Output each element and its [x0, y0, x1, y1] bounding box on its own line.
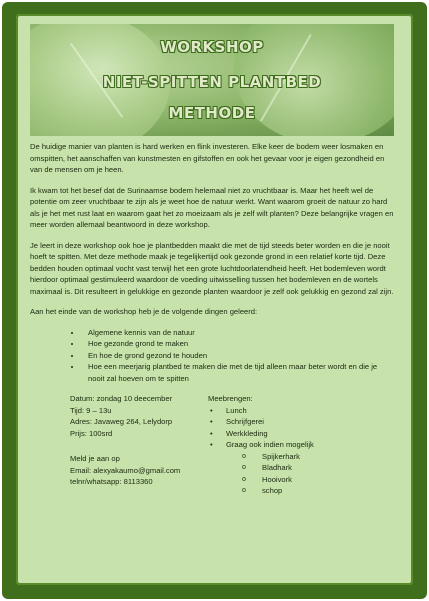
list-item: • Hoe gezonde grond te maken [82, 338, 395, 350]
list-item: • Schrijfgerei [208, 416, 388, 428]
signup-text: Meld je aan op [70, 454, 120, 463]
bring-list [208, 405, 388, 451]
list-item: o Bladhark [242, 462, 388, 474]
contact-phone: telnr/whatsapp: 8113360 [70, 477, 153, 486]
title-plantbed: NIET-SPITTEN PLANTBED [102, 73, 322, 91]
list-item: o Spijkerhark [242, 451, 388, 463]
event-price: Prijs: 100srd [70, 428, 113, 438]
info-columns [30, 393, 395, 543]
list-item: • Lunch [208, 405, 388, 417]
header-banner [30, 24, 394, 136]
tools-list [208, 451, 388, 497]
event-date: Datum: zondag 10 deecember [70, 394, 173, 403]
list-item: • Werkkleding [208, 428, 388, 440]
event-details [70, 393, 220, 488]
bring-heading: Meebrengen: [208, 394, 253, 403]
list-item: o Hooivork [242, 474, 388, 486]
event-address: Adres: Javaweg 264, Lelydorp [70, 417, 173, 426]
flyer-body [30, 141, 395, 543]
learned-intro: Aan het einde van de workshop heb je de volgende dingen geleerd: [30, 307, 258, 316]
bring-section [208, 393, 388, 497]
list-item: • Hoe een meerjarig plantbed te maken die met de tijd alleen maar beter wordt en die je nooit zal hoeven om te spitten [82, 361, 395, 384]
spacer [70, 439, 220, 453]
title-methode: METHODE [168, 104, 256, 122]
contact-email[interactable]: Email: alexyakaumo@gmail.com [70, 465, 181, 475]
intro-paragraph: De huidige manier van planten is hard werken en flink investeren. Elke keer de bodem weer losmaken en omspitten, het aanschaffen van kunstmesten en gifstoffen en ook het gevaar voor je eigen gezondheid en van de mensen om je heen. [30, 142, 385, 174]
list-item: o schop [242, 485, 388, 497]
soil-paragraph: Ik kwam tot het besef dat de Surinaamse bodem helemaal niet zo vruchtbaar is. Maar het heeft wel de potentie om zeer vruchtbaar te zijn als je weet hoe de natuur werkt. Want waarom groeit de natuur zo hard als je het met rust laat en waarom gaat het zo moeizaam als je zelf wilt planten? Deze belangrijke vragen en meer worden allemaal beantwoord in deze workshop. [30, 185, 394, 229]
learned-list [30, 327, 395, 385]
list-item: • Algemene kennis van de natuur [82, 327, 395, 339]
event-time: Tijd: 9 – 13u [70, 405, 112, 415]
title-workshop: WORKSHOP [160, 38, 264, 56]
method-paragraph: Je leert in deze workshop ook hoe je plantbedden maakt die met de tijd steeds beter worden en die je nooit hoeft te spitten. Met deze methode maak je tegelijkertijd ook gezonde grond in een relatief korte tijd. Deze bedden houden optimaal vocht vast terwijl het een grote luchtdoorlatendheid heeft. Het bodemleven wordt hierdoor optimaal gestimuleerd waardoor de voeding uitwisselling tussen het bodemleven en de wortels maximaal is. Dit resulteert in gelukkige en gezonde planten waardoor je zelf ook gelukkig en gezond zal zijn. [30, 240, 394, 296]
list-item: • En hoe de grond gezond te houden [82, 350, 395, 362]
list-item: • Graag ook indien mogelijk [208, 439, 388, 451]
